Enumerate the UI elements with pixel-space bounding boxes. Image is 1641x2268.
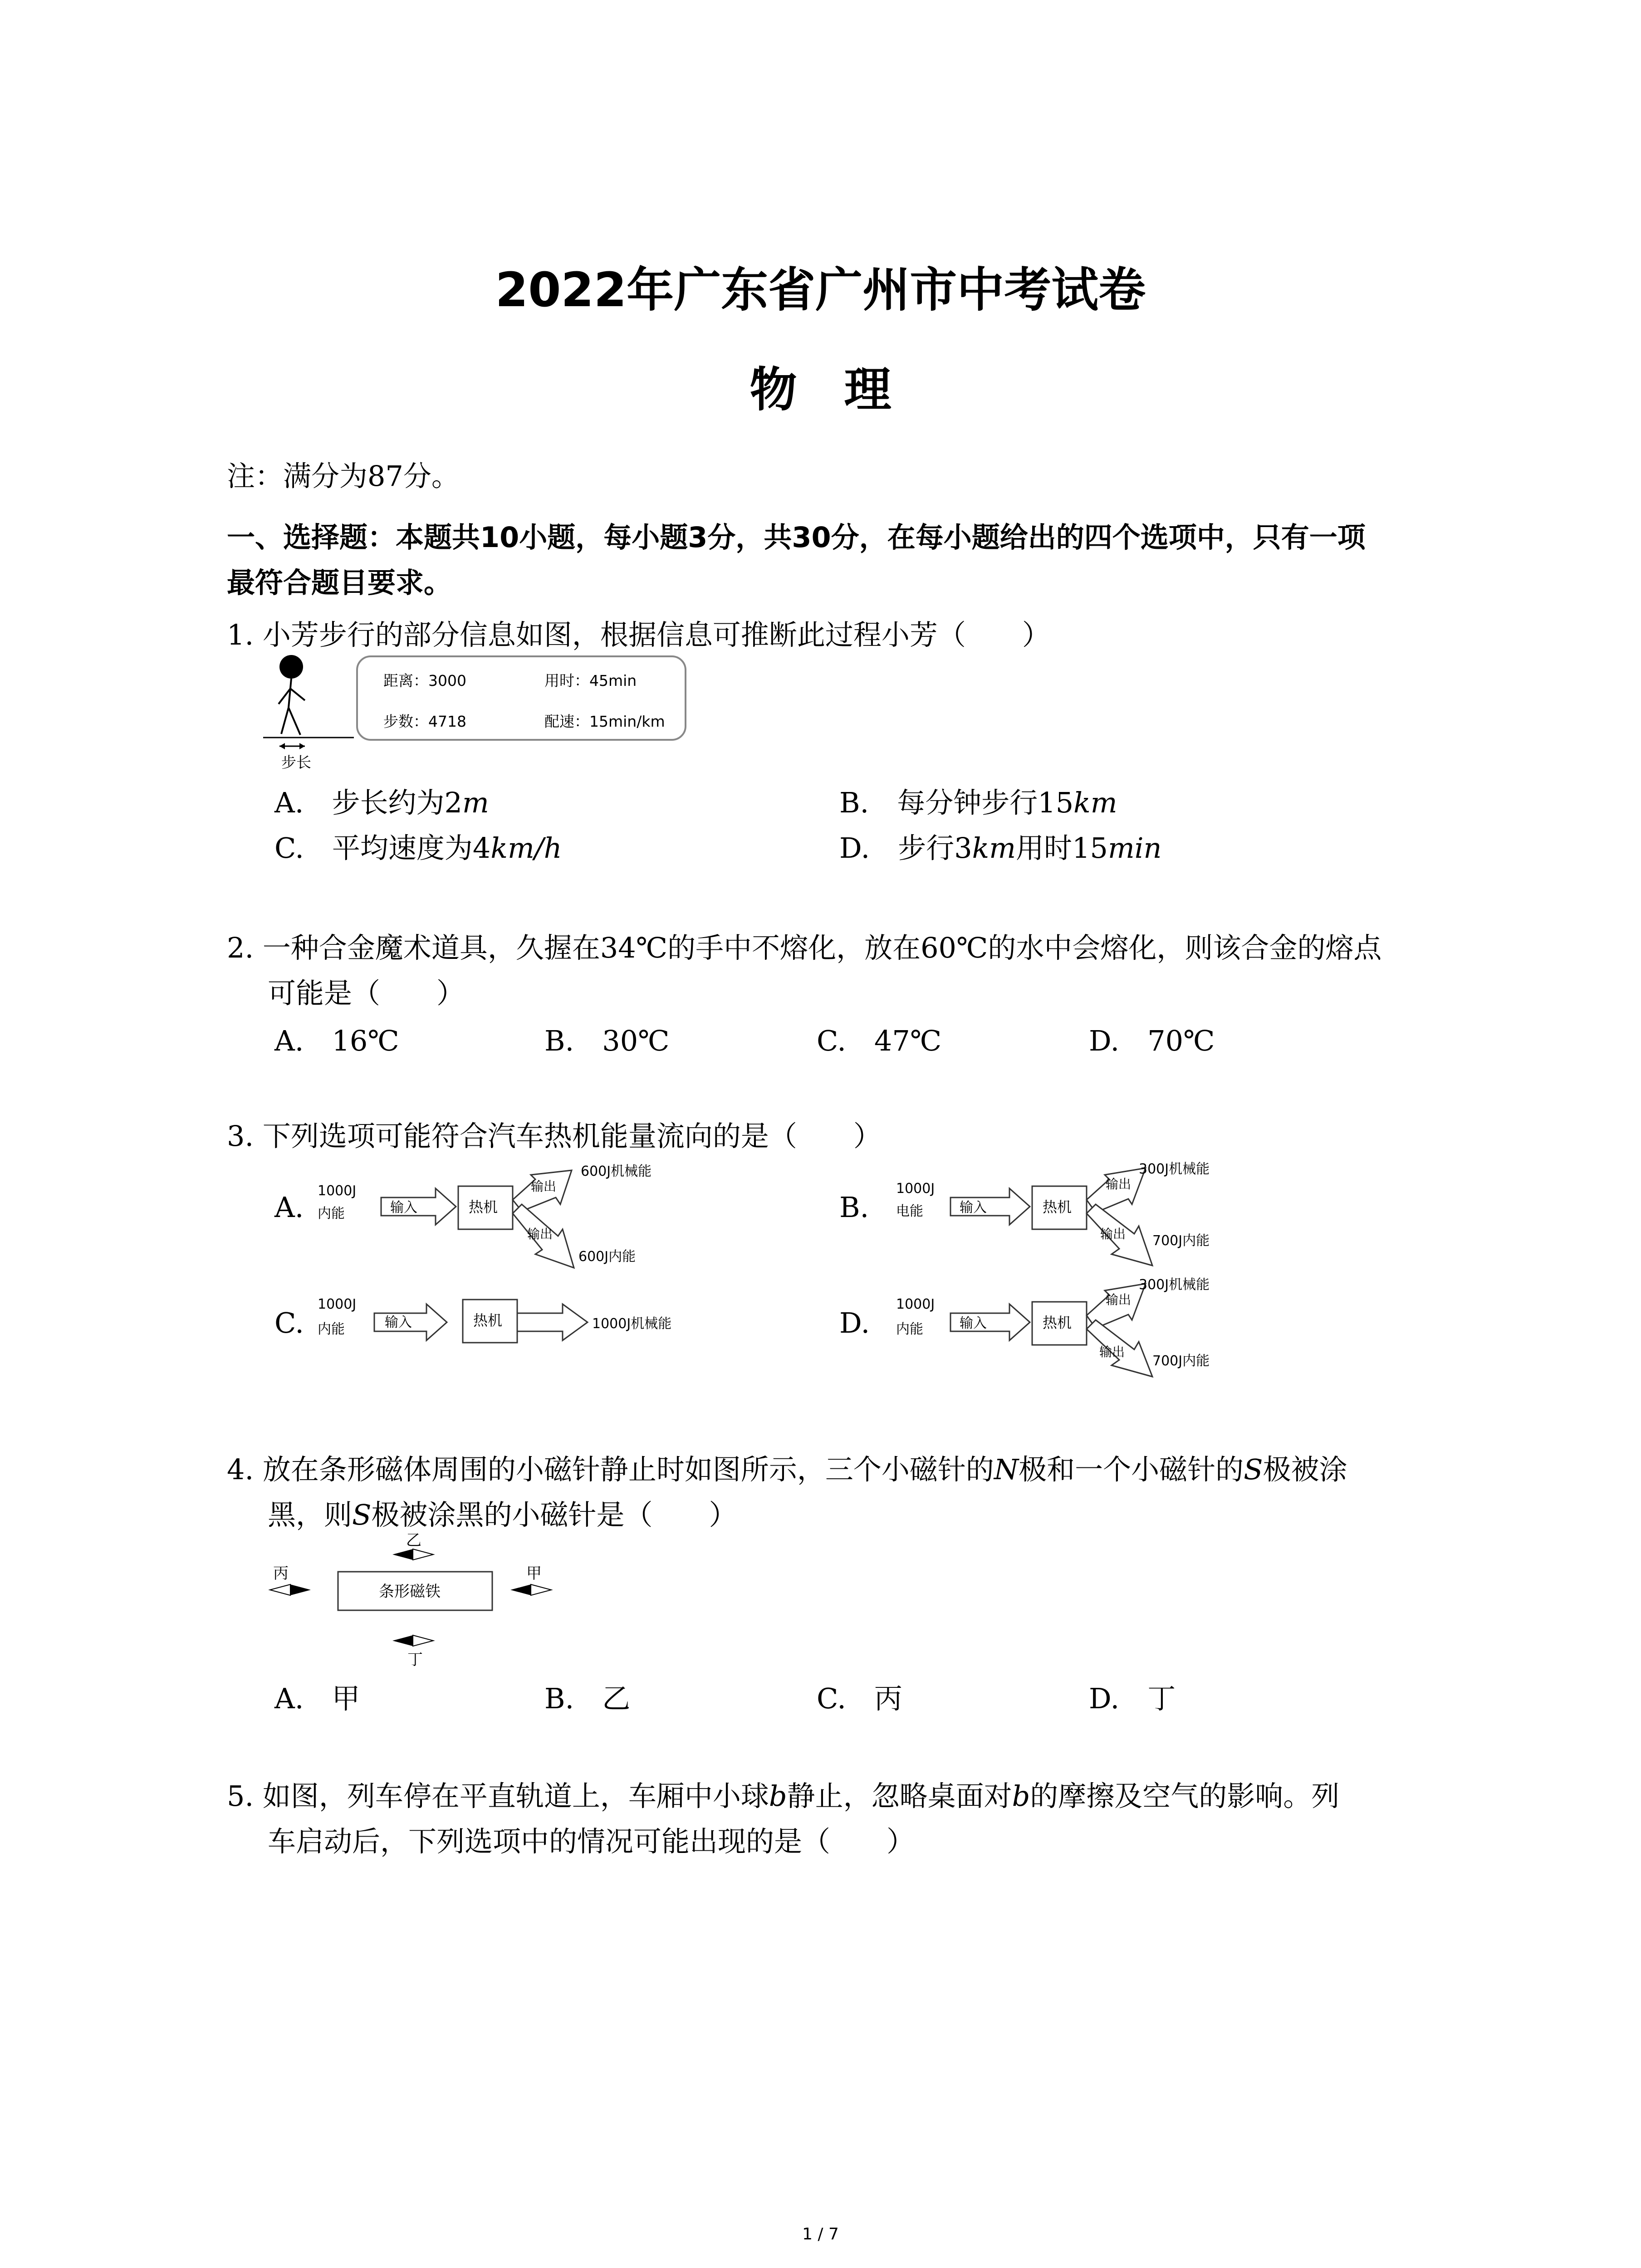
q3-diagram-d [896,1275,1304,1383]
svg-text:内能: 内能 [896,1321,923,1337]
q2-option-c: C. 47℃ [817,1024,942,1057]
svg-text:输出: 输出 [1106,1177,1132,1192]
q3-option-d-letter: D. [839,1306,870,1339]
svg-text:电能: 电能 [896,1203,923,1219]
svg-text:丙: 丙 [273,1564,289,1583]
q3-stem: 3. 下列选项可能符合汽车热机能量流向的是（ ） [227,1119,882,1153]
svg-text:条形磁铁: 条形磁铁 [379,1583,441,1601]
svg-text:热机: 热机 [469,1198,498,1216]
q3-option-c-letter: C. [274,1306,304,1339]
q4-stem-line1: 4. 放在条形磁体周围的小磁针静止时如图所示，三个小磁针的N极和一个小磁针的S极被涂 [227,1453,1347,1486]
section-heading-line1: 一、选择题：本题共10小题，每小题3分，共30分，在每小题给出的四个选项中，只有一项 [227,521,1366,554]
svg-text:热机: 热机 [473,1312,503,1329]
svg-text:甲: 甲 [526,1564,542,1583]
q4-magnet-figure [263,1526,581,1681]
svg-text:丁: 丁 [407,1651,423,1669]
svg-text:输出: 输出 [1100,1227,1126,1242]
q4-stem-line2: 黑，则S极被涂黑的小磁针是（ ） [268,1498,737,1531]
q2-option-a: A. 16℃ [274,1024,399,1057]
q3-diagram-b [896,1159,1304,1277]
q2-option-d: D. 70℃ [1089,1024,1215,1057]
q2-stem-line2: 可能是（ ） [268,977,465,1010]
q1-option-b: B. 每分钟步行15km [839,786,1117,819]
svg-text:输入: 输入 [385,1315,412,1330]
q3-option-b-letter: B. [839,1191,869,1224]
q4-option-d: D. 丁 [1089,1682,1176,1715]
svg-text:内能: 内能 [318,1321,345,1337]
q1-stem: 1. 小芳步行的部分信息如图，根据信息可推断此过程小芳（ ） [227,618,1050,651]
svg-text:输入: 输入 [960,1315,987,1331]
q1-walker-figure [263,653,363,771]
svg-text:300J机械能: 300J机械能 [1139,1161,1210,1177]
svg-text:1000J: 1000J [318,1296,357,1312]
q1-option-c: C. 平均速度为4km/h [274,831,562,865]
q2-option-b: B. 30℃ [544,1024,670,1057]
q2-stem-line1: 2. 一种合金魔术道具，久握在34℃的手中不熔化，放在60℃的水中会熔化，则该合金的熔点 [227,931,1382,964]
q1-distance: 距离：3000 [383,672,466,689]
q3-diagram-c [318,1288,726,1361]
subject-title: 物 理 [749,362,892,417]
svg-text:1000J: 1000J [896,1296,935,1312]
q4-option-c: C. 丙 [817,1682,902,1715]
svg-text:600J内能: 600J内能 [578,1249,636,1265]
q4-option-a: A. 甲 [274,1682,360,1715]
svg-text:600J机械能: 600J机械能 [581,1163,652,1179]
svg-text:输出: 输出 [531,1179,557,1194]
svg-text:输出: 输出 [1106,1292,1132,1307]
svg-text:1000J: 1000J [896,1181,935,1197]
q1-option-a: A. 步长约为2m [274,786,489,819]
svg-text:输出: 输出 [1099,1344,1125,1359]
q5-stem-line2: 车启动后，下列选项中的情况可能出现的是（ ） [268,1825,915,1858]
q1-time: 用时：45min [544,672,637,689]
svg-text:1000J机械能: 1000J机械能 [592,1316,672,1332]
q4-option-b: B. 乙 [544,1682,631,1715]
q5-stem-line1: 5. 如图，列车停在平直轨道上，车厢中小球b静止，忽略桌面对b的摩擦及空气的影响。列 [227,1779,1340,1813]
svg-text:700J内能: 700J内能 [1152,1353,1210,1369]
svg-text:热机: 热机 [1043,1314,1072,1331]
q1-option-d: D. 步行3km用时15min [839,831,1162,865]
svg-text:热机: 热机 [1043,1198,1072,1216]
q1-pace: 配速：15min/km [544,713,665,730]
q3-diagram-a [318,1161,726,1275]
svg-text:乙: 乙 [406,1531,421,1549]
svg-text:300J机械能: 300J机械能 [1139,1277,1210,1293]
q3-option-a-letter: A. [274,1191,304,1224]
score-note: 注：满分为87分。 [227,459,460,493]
svg-text:输入: 输入 [390,1200,417,1216]
svg-text:输出: 输出 [527,1227,553,1242]
exam-title: 2022年广东省广州市中考试卷 [495,262,1146,318]
svg-text:输入: 输入 [960,1200,987,1216]
q1-steps: 步数：4718 [383,713,466,730]
page-number: 1 / 7 [802,2225,839,2244]
svg-text:1000J: 1000J [318,1183,357,1199]
svg-text:内能: 内能 [318,1206,345,1222]
section-heading-line2: 最符合题目要求。 [227,566,452,599]
q1-step-length-label: 步长 [281,753,311,771]
svg-text:700J内能: 700J内能 [1152,1233,1210,1249]
